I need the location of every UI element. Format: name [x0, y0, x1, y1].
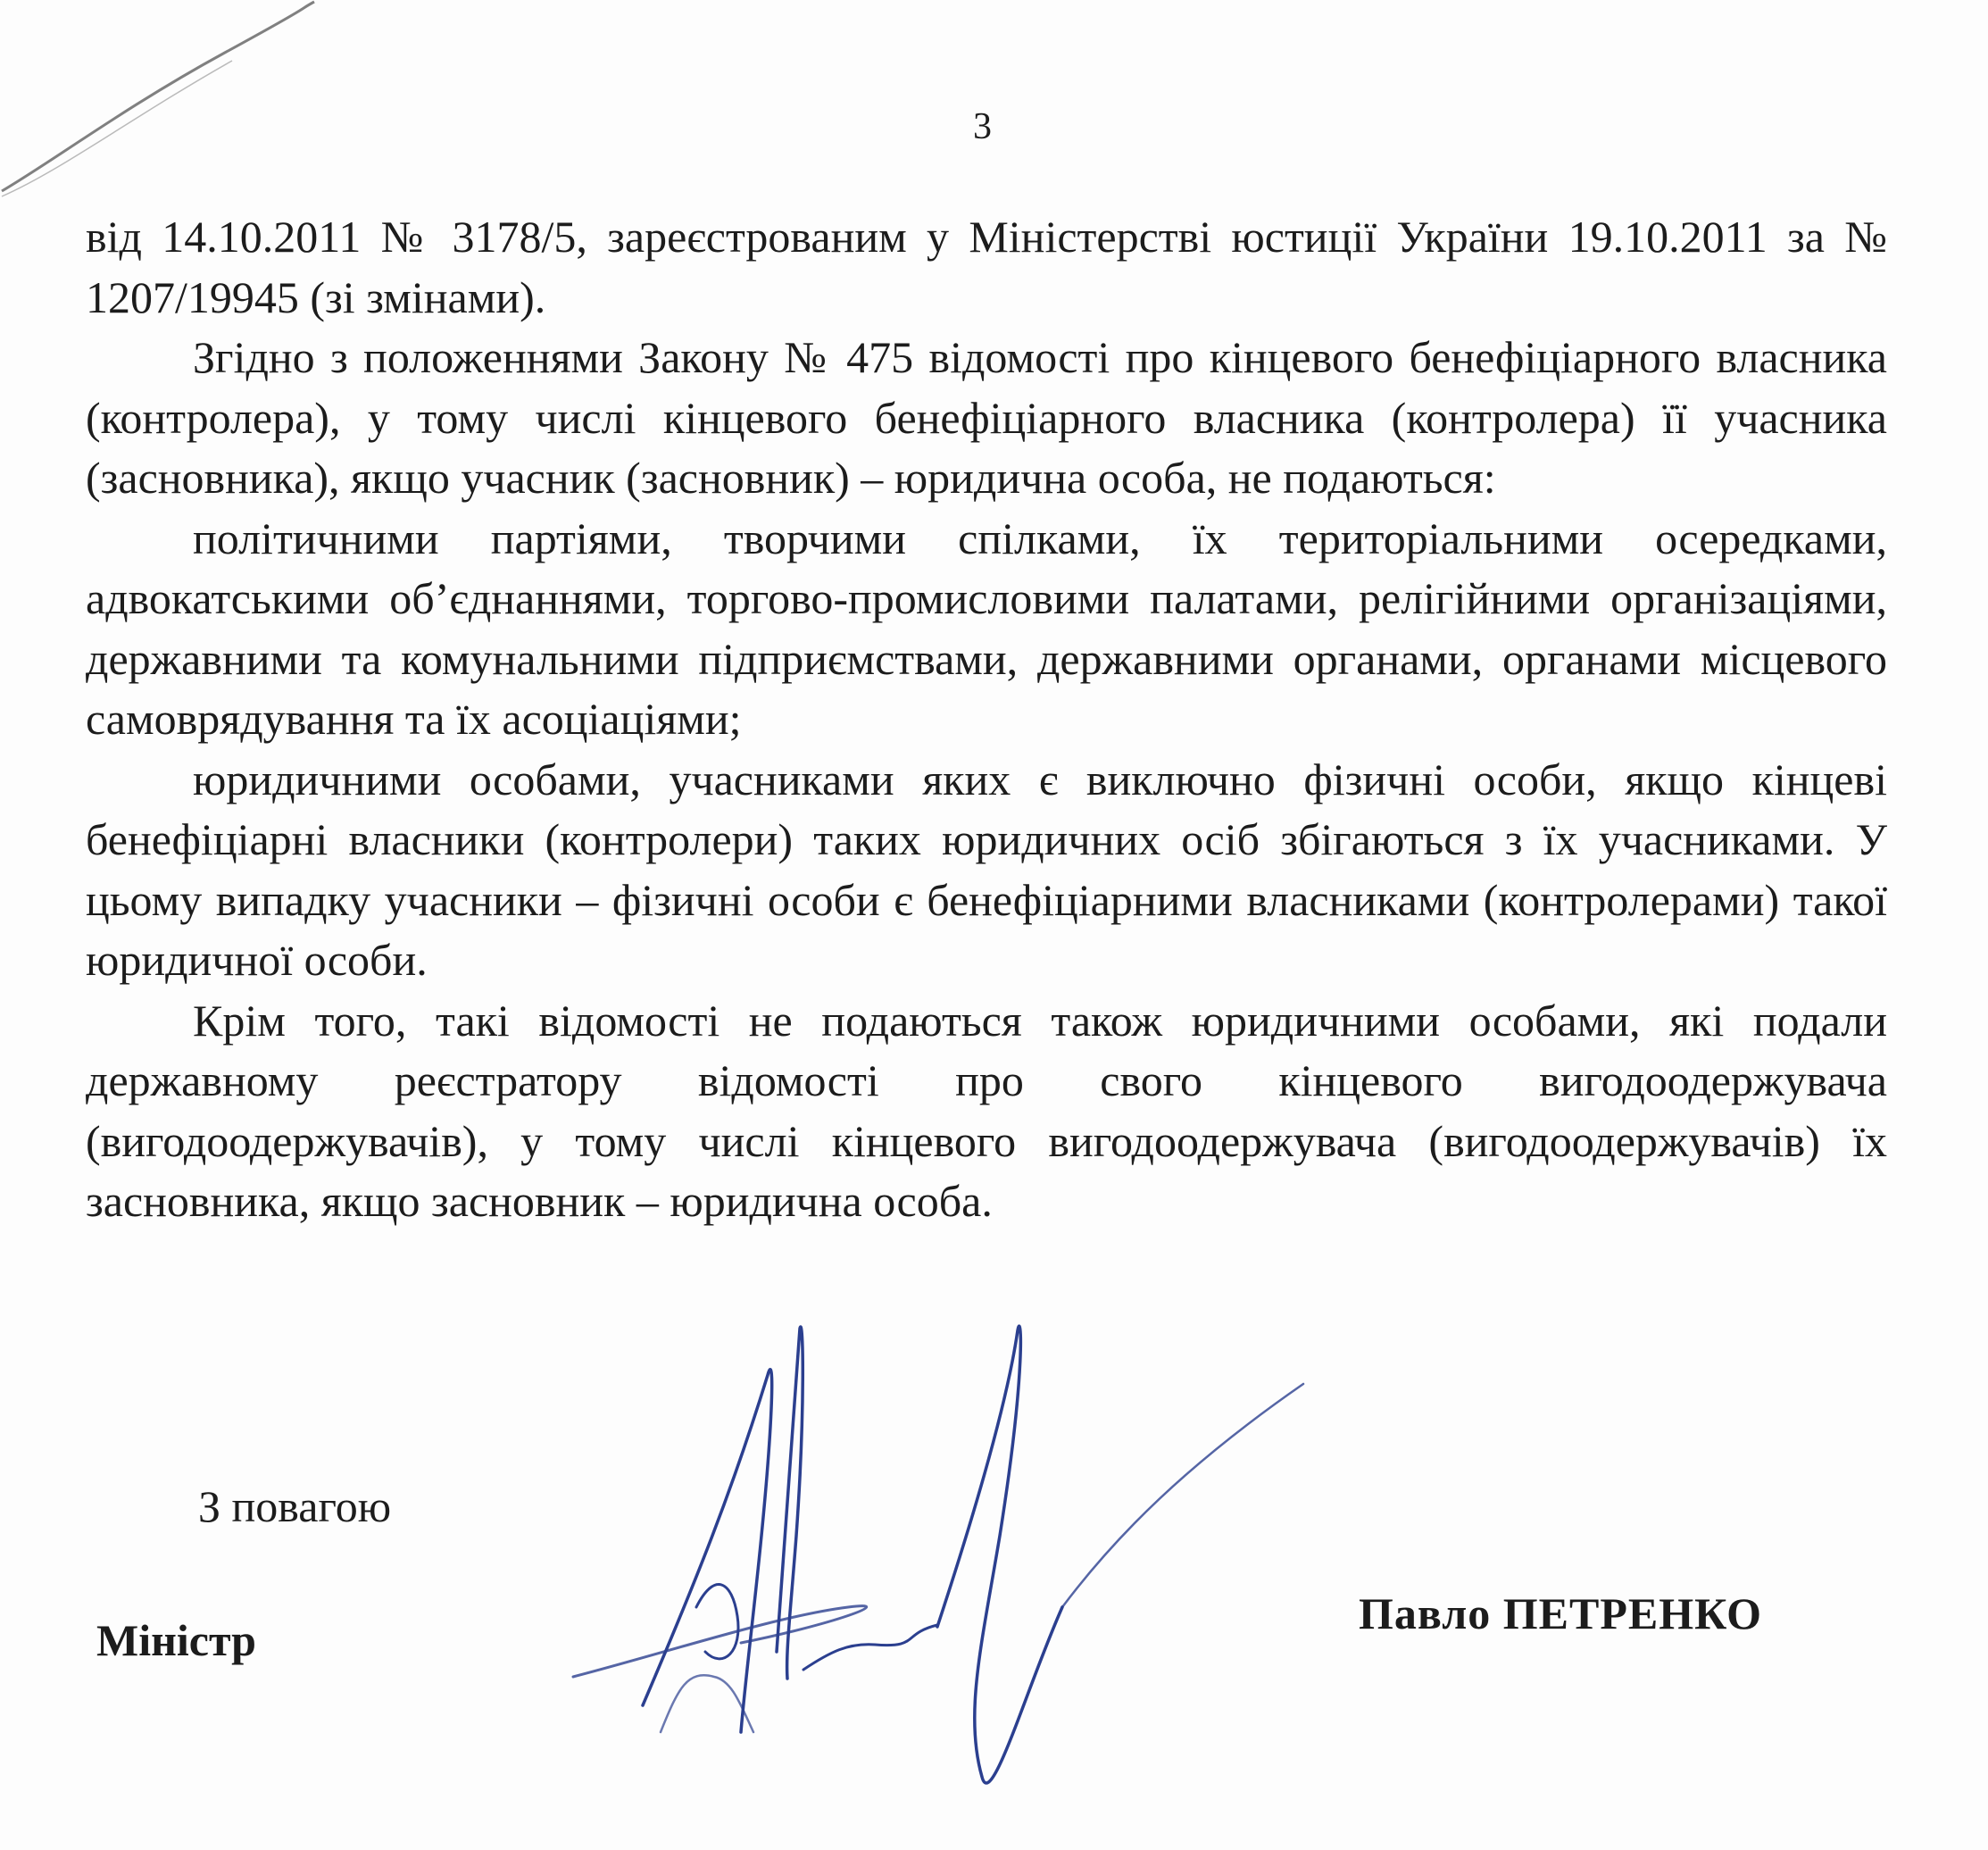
signatory-title: Міністр [96, 1615, 256, 1665]
paragraph-1: від 14.10.2011 № 3178/5, зареєстрованим у Міністерстві юстиції України 19.10.2011 за № 1207/19945 (зі змінами). [86, 212, 1887, 322]
paragraph-2: Згідно з положеннями Закону № 475 відомості про кінцевого бенефіціарного власника (контролера), у тому числі кінцевого бенефіціарного власника (контролера) її учасника (засновника), якщо учасник (засновник) – юридична особа, не подаються: [86, 332, 1887, 503]
paragraph-3: політичними партіями, творчими спілками, їх територіальними осередками, адвокатськими об’єднаннями, торгово-промисловими палатами, релігійними організаціями, державними та комунальними підприємствами, державними органами, органами місцевого самоврядування та їх асоціаціями; [86, 512, 1887, 744]
scan-mark-line [0, 0, 321, 205]
paragraph-5: Крім того, такі відомості не подаються також юридичними особами, які подали державному реєстратору відомості про свого кінцевого вигодоодержувача (вигодоодержувачів), у тому числі кінцевого вигодоодержувача (вигодоодержувачів) їх засновника, якщо засновник – юридична особа. [86, 995, 1887, 1226]
handwritten-signature [562, 1312, 1312, 1812]
paragraph-4: юридичними особами, учасниками яких є виключно фізичні особи, якщо кінцеві бенефіціарні власники (контролери) таких юридичних осіб збігаються з їх учасниками. У цьому випадку учасники – фізичні особи є бенефіціарними власниками (контролерами) такої юридичної особи. [86, 754, 1887, 985]
page-number: 3 [973, 106, 993, 147]
signatory-name: Павло ПЕТРЕНКО [1359, 1588, 1763, 1638]
letter-body [86, 207, 1887, 1232]
closing-greeting: З повагою [198, 1481, 392, 1531]
